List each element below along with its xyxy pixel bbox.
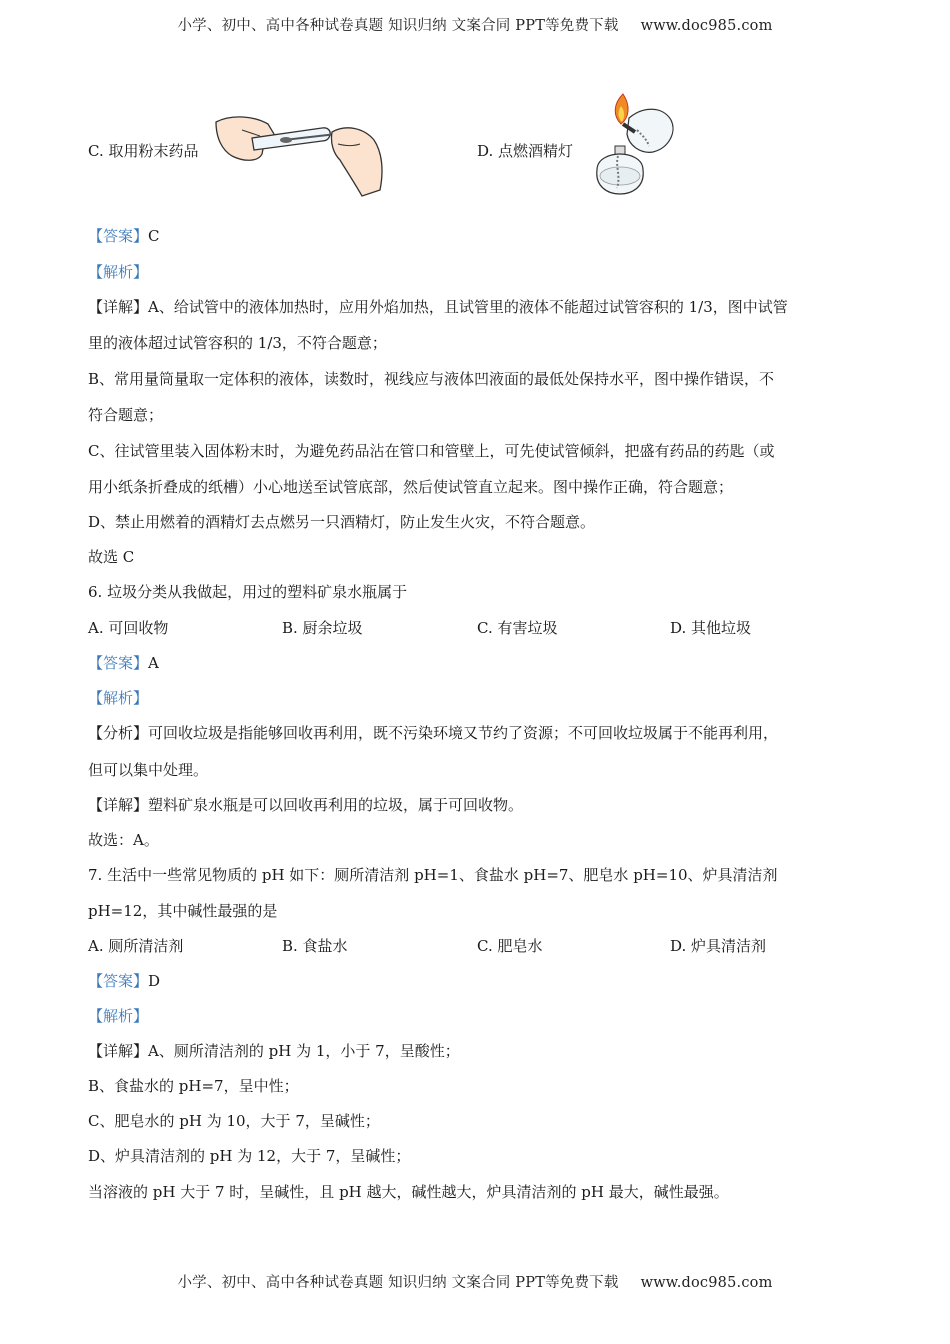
- answer-value: A: [148, 654, 159, 672]
- header-url[interactable]: www.doc985.com: [640, 18, 773, 34]
- q5-detail-line: [88, 296, 788, 317]
- q5-detail-line: C、往试管里装入固体粉末时，为避免药品沾在管口和管壁上，可先使试管倾斜，把盛有药品的药匙（或: [88, 442, 775, 460]
- analysis-head-tag: 【分析】: [88, 724, 149, 742]
- detail-tag: 【详解】: [88, 298, 149, 316]
- q6-option-b: B. 厨余垃圾: [282, 619, 363, 637]
- q7-answer: [88, 970, 160, 991]
- answer-value: C: [148, 227, 160, 245]
- header-text: 小学、初中、高中各种试卷真题 知识归纳 文案合同 PPT等免费下载: [177, 18, 619, 34]
- q5-detail-line: D、禁止用燃着的酒精灯去点燃另一只酒精灯，防止发生火灾，不符合题意。: [88, 513, 596, 531]
- footer-url[interactable]: www.doc985.com: [640, 1275, 773, 1291]
- analysis-text: 可回收垃圾是指能够回收再利用，既不污染环境又节约了资源；不可回收垃圾属于不能再利用，: [148, 724, 779, 742]
- q7-analysis-tag: 【解析】: [88, 1007, 149, 1025]
- q6-analysis-line: [88, 722, 778, 743]
- page-footer: [0, 1271, 950, 1292]
- q5-detail-line: 符合题意；: [88, 406, 164, 424]
- q6-option-d: D. 其他垃圾: [670, 619, 752, 637]
- q6-analysis-line: 但可以集中处理。: [88, 761, 209, 779]
- q6-option-a: A. 可回收物: [88, 619, 169, 637]
- q6-option-c: C. 有害垃圾: [477, 619, 558, 637]
- q7-detail-line: C、肥皂水的 pH 为 10，大于 7，呈碱性；: [88, 1112, 380, 1130]
- q5-detail-line: B、常用量筒量取一定体积的液体，读数时，视线应与液体凹液面的最低处保持水平，图中操作错误，不: [88, 370, 775, 388]
- q6-conclusion: 故选：A。: [88, 831, 159, 849]
- q5-detail-line: 用小纸条折叠成的纸槽）小心地送至试管底部，然后使试管直立起来。图中操作正确，符合题意；: [88, 478, 734, 496]
- answer-tag: 【答案】: [88, 654, 149, 672]
- q6-analysis-tag: 【解析】: [88, 689, 149, 707]
- q7-conclusion: 当溶液的 pH 大于 7 时，呈碱性，且 pH 越大，碱性越大，炉具清洁剂的 pH 最大，碱性最强。: [88, 1183, 729, 1201]
- q5-conclusion: 故选 C: [88, 548, 135, 566]
- detail-tag: 【详解】: [88, 796, 149, 814]
- q7-detail-line: D、炉具清洁剂的 pH 为 12，大于 7，呈碱性；: [88, 1147, 411, 1165]
- answer-tag: 【答案】: [88, 227, 149, 245]
- alcohol-lamp-illustration: [583, 90, 679, 200]
- page-header: [0, 14, 950, 35]
- q7-detail-line: B、食盐水的 pH=7，呈中性；: [88, 1077, 299, 1095]
- q5-answer: [88, 225, 160, 246]
- detail-tag: 【详解】: [88, 1042, 149, 1060]
- detail-text: A、给试管中的液体加热时，应用外焰加热，且试管里的液体不能超过试管容积的 1/3，图中试管: [148, 298, 788, 316]
- q7-option-c: C. 肥皂水: [477, 937, 543, 955]
- q7-stem-line: pH=12，其中碱性最强的是: [88, 902, 278, 920]
- detail-text: A、厕所清洁剂的 pH 为 1，小于 7，呈酸性；: [148, 1042, 460, 1060]
- powder-loading-illustration: [214, 110, 386, 200]
- q7-option-b: B. 食盐水: [282, 937, 348, 955]
- detail-text: 塑料矿泉水瓶是可以回收再利用的垃圾，属于可回收物。: [148, 796, 524, 814]
- answer-value: D: [148, 972, 161, 990]
- q6-detail-line: [88, 794, 523, 815]
- q7-option-a: A. 厕所清洁剂: [88, 937, 184, 955]
- q7-detail-line: [88, 1040, 460, 1061]
- answer-tag: 【答案】: [88, 972, 149, 990]
- q7-stem-line: 7. 生活中一些常见物质的 pH 如下：厕所清洁剂 pH=1、食盐水 pH=7、肥皂水 pH=10、炉具清洁剂: [88, 866, 778, 884]
- q6-answer: [88, 652, 159, 673]
- q5-analysis-tag: 【解析】: [88, 263, 149, 281]
- q5-option-d: D. 点燃酒精灯: [477, 142, 574, 160]
- q6-stem: 6. 垃圾分类从我做起，用过的塑料矿泉水瓶属于: [88, 583, 408, 601]
- footer-text: 小学、初中、高中各种试卷真题 知识归纳 文案合同 PPT等免费下载: [177, 1275, 619, 1291]
- q7-option-d: D. 炉具清洁剂: [670, 937, 767, 955]
- q5-detail-line: 里的液体超过试管容积的 1/3，不符合题意；: [88, 334, 387, 352]
- q5-option-c: C. 取用粉末药品: [88, 142, 199, 160]
